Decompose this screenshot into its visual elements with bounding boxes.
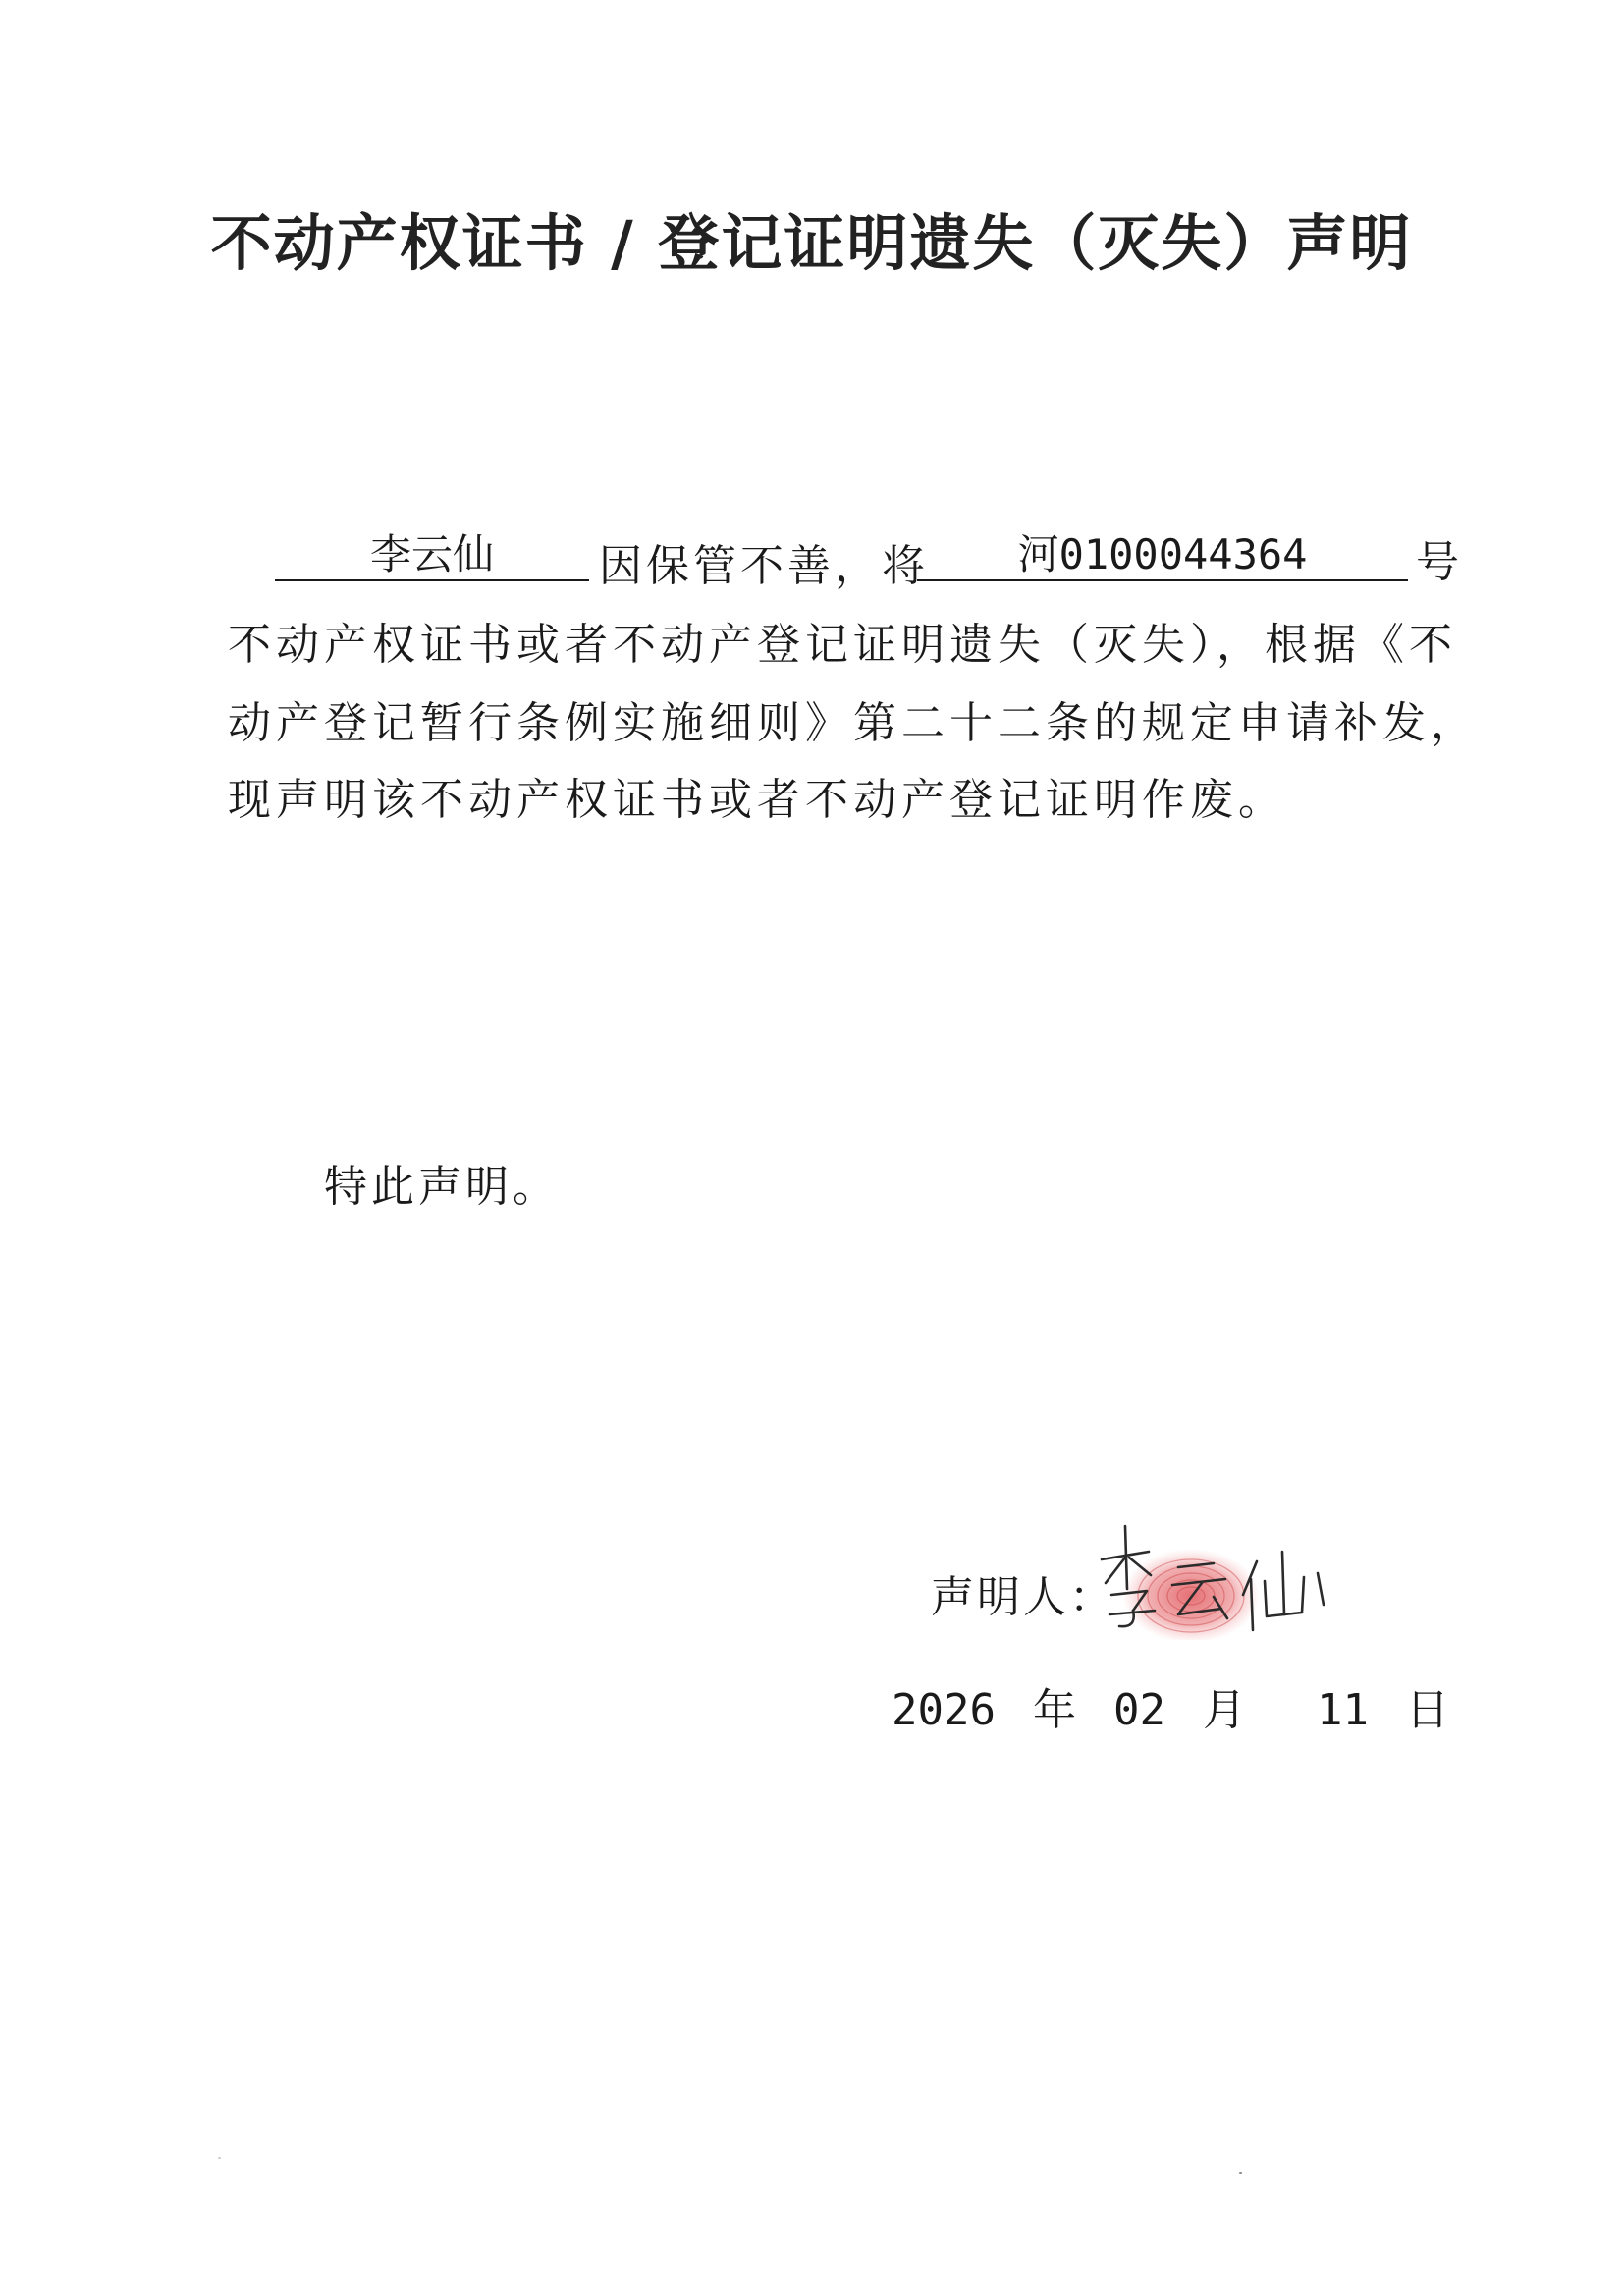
signing-date — [892, 1674, 1449, 1737]
statement-line-2: 不动产权证书或者不动产登记证明遗失（灭失），根据《不 — [228, 620, 1457, 670]
date-year-unit: 年 — [1032, 1685, 1076, 1735]
statement-phrase-2: 号 — [1416, 537, 1459, 587]
statement-phrase-1: 因保管不善，将 — [599, 541, 929, 591]
certificate-number: 河0100044364 — [1017, 530, 1308, 578]
handwritten-signature — [1088, 1512, 1333, 1640]
certificate-number-field — [917, 530, 1408, 581]
closing-text: 特此声明。 — [324, 1162, 560, 1212]
document-title: 不动产权证书 / 登记证明遗失（灭失）声明 — [210, 207, 1413, 279]
statement-line-4: 现声明该不动产权证书或者不动产登记证明作废。 — [228, 775, 1286, 825]
scan-speck — [218, 2157, 221, 2159]
date-day: 11 — [1316, 1685, 1369, 1735]
declarant-name-field — [275, 530, 589, 581]
declarant-label: 声明人： — [931, 1572, 1115, 1622]
date-year: 2026 — [892, 1685, 996, 1735]
scan-speck — [1239, 2172, 1242, 2174]
statement-line-3: 动产登记暂行条例实施细则》第二十二条的规定申请补发， — [228, 698, 1479, 748]
date-day-unit: 日 — [1405, 1685, 1449, 1735]
declarant-name: 李云仙 — [369, 530, 494, 578]
date-month: 02 — [1112, 1685, 1165, 1735]
date-month-unit: 月 — [1202, 1685, 1246, 1735]
signature-fingerprint-svg — [1088, 1512, 1333, 1640]
